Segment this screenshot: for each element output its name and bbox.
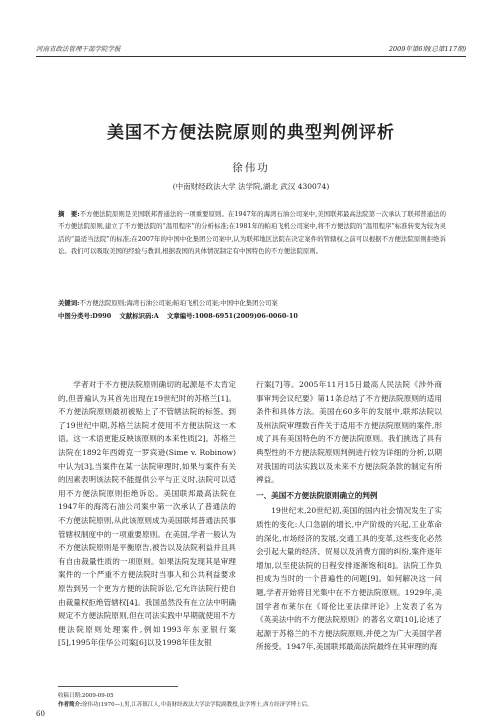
running-header (36, 44, 466, 56)
abstract-label: 摘 要: (58, 210, 80, 218)
document-code: 文献标识码:A (119, 312, 159, 320)
classification-line (58, 311, 446, 320)
body-column-left (58, 378, 236, 648)
clc-number: 中图分类号:D990 (58, 312, 112, 320)
author-name: 徐伟功 (232, 162, 270, 174)
paragraph: 19世纪末,20世纪初,美国的国内社会情况发生了实质性的变化:人口急剧的增长,中产阶级的兴起,工业革命的深化,市场经济的发展,交通工具的变革,这些变化必然会引起大量的经济、贸易以及消费方面的纠纷,案件逐年增加,以至使法院的日程安排逐渐饱和[8]。法院工作负担成为当时的一个普遍性的问题[9]。如何解决这一问题,学者开始将目光集中在不方便法院原则。1929年,美国学者布莱尔在《哥伦比亚法律评论》上发表了名为《英美法中的不方便法院原则》的著名文章[10],论述了起源于苏格兰的不方便法院原则,并使之为广大美国学者所接受。1947年,美国联邦最高法院最终在其审理的海 (256, 506, 442, 652)
affiliation: (中南财经政法大学 法学院,湖北 武汉 430074) (172, 182, 330, 191)
header-rule (36, 56, 466, 57)
footnote-rule (58, 686, 178, 687)
keywords (58, 297, 446, 309)
journal-name: 河南省政法管理干部学院学报 (36, 45, 121, 53)
paragraph: 学者对于不方便法院原则确切的起源是不太肯定的,但普遍认为其首先出现在19世纪时的苏格兰[1]。不方便法院原则最初被贴上了不管辖法院的标签。到了19世纪中期,苏格兰法院才使用不方便法院这一术语。这一术语更能反映该原则的本来性质[2]。苏格兰法院在1892年西姆克一罗宾逊(Sime v. Robinow)中认为[3],当案件在某一法院审理时,如果与案件有关的因素表明该法院不能提供公平与正义时,法院可以适用不方便法院原则拒绝诉讼。美国联邦最高法院在1947年的海湾石油公司案中第一次承认了普通法的不方便法院原则,从此该原则成为美国联邦普通法民事管辖权制度中的一项重要原则。在美国,学者一般认为不方便法院原则是平衡原告,被告以及法院利益并且具有自由裁量性质的一项原则。如果法院发现其是审理案件的一个严重不方便法院时当事人和公共利益要求原告到另一个更为方便的法院诉讼,它允许法院行使自由裁量权拒绝管辖权[4]。我国虽然没有在立法中明确规定不方便法院原则,但在司法实践中早期就使用不方便法院原则处理案件,例如1993年东亚银行案[5],1995年佳华公司案[6]以及1998年佳友银 (58, 380, 236, 648)
issue-info: 2009年第6期(总第117期) (388, 45, 466, 53)
section-heading: 一、美国不方便法院原则确立的判例 (256, 490, 378, 500)
body-column-right (256, 378, 442, 652)
abstract-text: 不方便法院原则是美国联邦普通法的一项重要原则。在1947年的海湾石油公司案中,美国联邦最高法院第一次承认了联邦普通法的不方便法院原则,建立了不方便法院的“温用程序”的分析标准;在1981年的帕珀飞机公司案中,将不方便法院的“温用程序”标准转变为较为灵活的“最适当法院”的标准;在2007年的中国中化集团公司案中,认为联邦地区法院在决定案件的管辖权之前可以根据不方便法院原则拒绝诉讼。我们可以吸取美国的经验与教训,根据我国的具体情况制定有中国特色的不方便法院原则。 (58, 210, 446, 255)
paragraph: 行案[7]等。2005年11月15日最高人民法院《涉外商事审判会议纪要》第11条总结了不方便法院原则的适用条件和具体方法。美国在60多年的发展中,联邦法院以及州法院审理数百件关于适用不方便法院原则的案件,形成了具有美国特色的不方便法院原则。我们挑选了具有典型性的不方便法院原则判例进行较为详细的分析,以期对我国的司法实践以及未来不方便法院条款的制定有所裨益。 (256, 380, 442, 485)
keywords-text: 不方便法院原则;海湾石油公司案;帕珀飞机公司案;中国中化集团公司案 (79, 299, 278, 307)
article-title: 美国不方便法院原则的典型判例评析 (107, 123, 395, 143)
author-bio: 作者简介:徐伟功(1970—),男,江苏镇江人,中南财经政法大学法学院副教授,法学博士,西方经济学博士后。 (58, 702, 313, 708)
page-number: 60 (36, 710, 45, 718)
abstract (58, 208, 446, 257)
received-date: 收稿日期:2009-09-05 (58, 693, 114, 699)
keywords-label: 关键词: (58, 299, 80, 307)
article-number: 文章编号:1008-6951(2009)06-0060-10 (166, 312, 298, 320)
